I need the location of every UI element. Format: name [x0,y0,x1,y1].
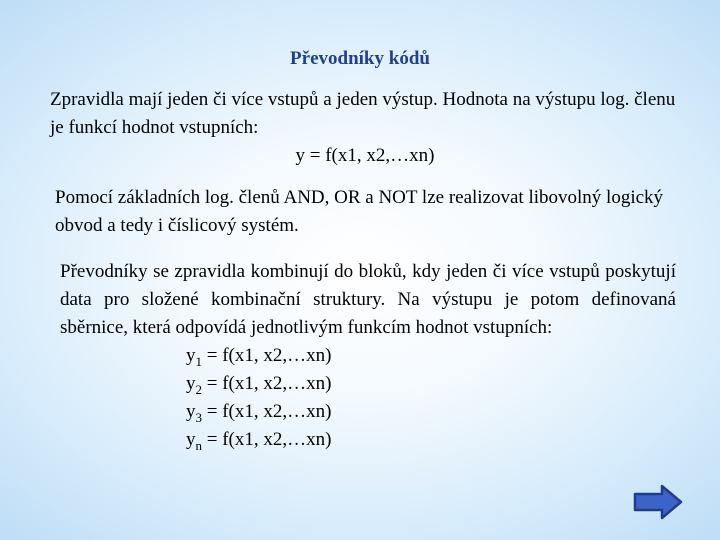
paragraph-1 [50,86,680,170]
right-arrow-icon [632,483,684,521]
formula-yn: $y_n = f(x1$, x2,…xn) [186,429,332,453]
formula-y2: $y_2 = f(x1$, x2,…xn) [186,373,332,397]
paragraph-2-text: Pomocí základních log. členů AND, OR a NOT lze realizovat libovolný logický obvod a tedy i číslicový systém. [55,187,664,236]
formula-y3: $y_3 = f(x1$, x2,…xn) [186,401,332,425]
paragraph-2 [55,184,685,240]
paragraph-3 [60,258,676,454]
formula-y1: $y_1 = f(x1$, x2,…xn) [186,345,332,369]
paragraph-3-text: Převodníky se zpravidla kombinují do bloků, kdy jeden či více vstupů poskytují data pro složené kombinační struktury. Na výstupu je potom definovaná sběrnice, která odpovídá jednotlivým funkcím hodnot vstupních: [60,261,676,338]
paragraph-1-text: Zpravidla mají jeden či více vstupů a jeden výstup. Hodnota na výstupu log. členu je funkcí hodnot vstupních: [50,89,676,138]
next-slide-button[interactable] [632,483,684,521]
paragraph-1-formula: y = f(x1, x2,…xn) [295,145,435,166]
slide-title: Převodníky kódů [290,48,430,69]
